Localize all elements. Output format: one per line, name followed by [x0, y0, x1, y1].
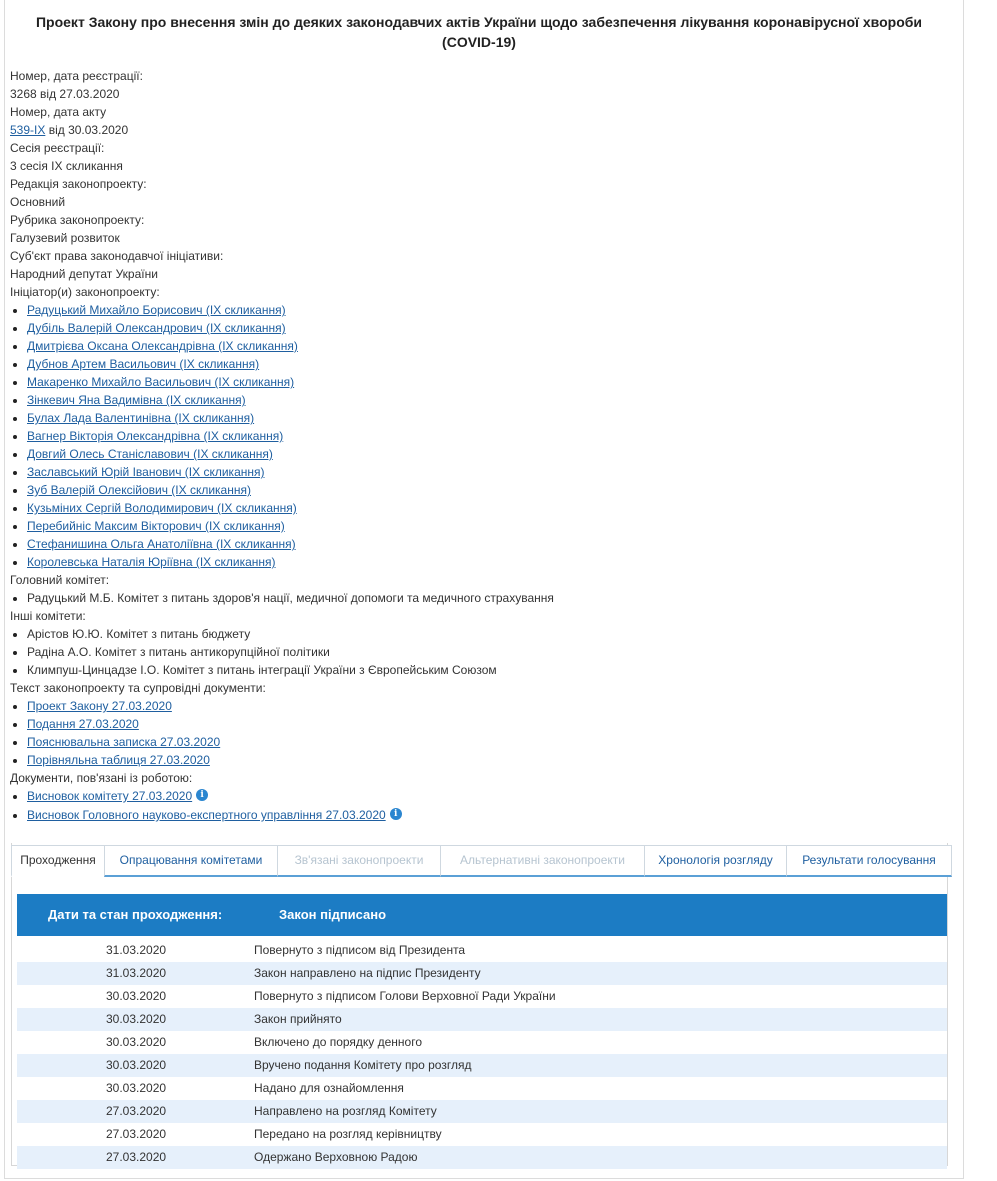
- list-item: Радуцький М.Б. Комітет з питань здоров'я нації, медичної допомоги та медичного страхування: [10, 589, 940, 607]
- list-item: [10, 391, 940, 409]
- registration-value: 3268 від 27.03.2020: [10, 87, 120, 101]
- main-committee-list: [10, 589, 940, 607]
- list-item: Климпуш-Цинцадзе І.О. Комітет з питань інтеграції України з Європейським Союзом: [10, 661, 940, 679]
- list-item: [10, 301, 940, 319]
- row-status: Одержано Верховною Радою: [254, 1150, 418, 1164]
- list-item: [10, 445, 940, 463]
- info-icon[interactable]: i: [196, 789, 208, 801]
- document-link[interactable]: Пояснювальна записка 27.03.2020: [27, 735, 221, 749]
- act-value: [10, 121, 940, 139]
- row-status: Повернуто з підписом від Президента: [254, 943, 466, 957]
- row-date: 30.03.2020: [106, 1012, 167, 1026]
- initiator-link[interactable]: Довгий Олесь Станіславович (IX скликання): [27, 447, 273, 461]
- list-item: [10, 751, 940, 769]
- tab-alternative-bills[interactable]: Альтернативні законопроекти: [440, 845, 645, 877]
- document-link[interactable]: Висновок Головного науково-експертного управління 27.03.2020: [27, 808, 386, 822]
- list-item: [10, 733, 940, 751]
- subject-label: Суб'єкт права законодавчої ініціативи:: [10, 249, 224, 263]
- initiator-link[interactable]: Перебийніс Максим Вікторович (IX скликання): [27, 519, 285, 533]
- session-value: 3 сесія IX скликання: [10, 159, 123, 173]
- list-item: [10, 337, 940, 355]
- related-docs-list: [10, 787, 940, 825]
- table-row: [17, 1031, 947, 1054]
- initiators-list: [10, 301, 940, 571]
- table-row: [17, 1146, 947, 1169]
- table-row: [17, 1123, 947, 1146]
- progress-table: [17, 939, 947, 1169]
- row-status: Передано на розгляд керівництву: [254, 1127, 442, 1141]
- row-status: Закон прийнято: [254, 1012, 342, 1026]
- page-title: Проект Закону про внесення змін до деяких законодавчих актів України щодо забезпечення лікування коронавірусної хвороби (COVID-19): [35, 14, 922, 50]
- tab-bar: [11, 845, 953, 877]
- row-date: 27.03.2020: [106, 1104, 167, 1118]
- list-item: [10, 806, 940, 825]
- main-committee-label: Головний комітет:: [10, 573, 110, 587]
- table-row: [17, 939, 947, 962]
- initiator-link[interactable]: Радуцький Михайло Борисович (IX скликання): [27, 303, 286, 317]
- list-item: [10, 517, 940, 535]
- list-item: [10, 715, 940, 733]
- row-status: Закон направлено на підпис Президенту: [254, 966, 481, 980]
- initiator-link[interactable]: Стефанишина Ольга Анатоліївна (IX скликання): [27, 537, 296, 551]
- initiator-link[interactable]: Дубіль Валерій Олександрович (IX скликання): [27, 321, 286, 335]
- initiator-link[interactable]: Вагнер Вікторія Олександрівна (IX скликання): [27, 429, 284, 443]
- list-item: Радіна А.О. Комітет з питань антикорупційної політики: [10, 643, 940, 661]
- table-row: [17, 985, 947, 1008]
- row-status: Включено до порядку денного: [254, 1035, 423, 1049]
- list-item: [10, 697, 940, 715]
- subject-value: Народний депутат України: [10, 267, 158, 281]
- rubric-value: Галузевий розвиток: [10, 231, 120, 245]
- list-item: [10, 499, 940, 517]
- row-status: Вручено подання Комітету про розгляд: [254, 1058, 472, 1072]
- row-date: 27.03.2020: [106, 1127, 167, 1141]
- tab-progress[interactable]: Проходження: [11, 845, 105, 877]
- other-committees-label: Інші комітети:: [10, 609, 86, 623]
- row-date: 31.03.2020: [106, 966, 167, 980]
- initiators-label: Ініціатор(и) законопроекту:: [10, 285, 160, 299]
- other-committees-list: [10, 625, 940, 679]
- row-status: Направлено на розгляд Комітету: [254, 1104, 437, 1118]
- tab-voting-results[interactable]: Результати голосування: [786, 845, 952, 877]
- act-date: від 30.03.2020: [48, 123, 129, 137]
- list-item: [10, 373, 940, 391]
- edition-value: Основний: [10, 195, 66, 209]
- initiator-link[interactable]: Зуб Валерій Олексійович (IX скликання): [27, 483, 251, 497]
- session-label: Сесія реєстрації:: [10, 141, 105, 155]
- list-item: [10, 535, 940, 553]
- document-link[interactable]: Висновок комітету 27.03.2020: [27, 789, 193, 803]
- table-row: [17, 1008, 947, 1031]
- table-row: [17, 1077, 947, 1100]
- list-item: [10, 409, 940, 427]
- initiator-link[interactable]: Кузьміних Сергій Володимирович (IX скликання): [27, 501, 297, 515]
- list-item: [10, 427, 940, 445]
- row-date: 30.03.2020: [106, 989, 167, 1003]
- list-item: [10, 481, 940, 499]
- list-item: [10, 319, 940, 337]
- row-status: Надано для ознайомлення: [254, 1081, 404, 1095]
- initiator-link[interactable]: Булах Лада Валентинівна (IX скликання): [27, 411, 255, 425]
- tab-related-bills[interactable]: Зв'язані законопроекти: [277, 845, 441, 877]
- table-header: [17, 894, 947, 936]
- row-date: 30.03.2020: [106, 1058, 167, 1072]
- table-row: [17, 962, 947, 985]
- list-item: [10, 463, 940, 481]
- row-date: 30.03.2020: [106, 1081, 167, 1095]
- texts-list: [10, 697, 940, 769]
- initiator-link[interactable]: Заславський Юрій Іванович (IX скликання): [27, 465, 265, 479]
- row-status: Повернуто з підписом Голови Верховної Ради України: [254, 989, 556, 1003]
- initiator-link[interactable]: Королевська Наталія Юріївна (IX скликання): [27, 555, 276, 569]
- edition-label: Редакція законопроекту:: [10, 177, 147, 191]
- table-header-label: Дати та стан проходження:: [48, 907, 223, 922]
- tab-chronology[interactable]: Хронологія розгляду: [644, 845, 787, 877]
- tab-committee-processing[interactable]: Опрацювання комітетами: [104, 845, 278, 877]
- act-number-link[interactable]: 539-IX: [10, 123, 46, 137]
- table-header-status: Закон підписано: [279, 907, 387, 922]
- info-icon[interactable]: i: [390, 808, 402, 820]
- initiator-link[interactable]: Дубнов Артем Васильович (IX скликання): [27, 357, 260, 371]
- table-row: [17, 1100, 947, 1123]
- list-item: [10, 787, 940, 806]
- related-docs-label: Документи, пов'язані із роботою:: [10, 771, 193, 785]
- document-link[interactable]: Проект Закону 27.03.2020: [27, 699, 172, 713]
- initiator-link[interactable]: Дмитрієва Оксана Олександрівна (IX скликання): [27, 339, 298, 353]
- initiator-link[interactable]: Зінкевич Яна Вадимівна (IX скликання): [27, 393, 246, 407]
- row-date: 30.03.2020: [106, 1035, 167, 1049]
- row-date: 27.03.2020: [106, 1150, 167, 1164]
- document-link[interactable]: Порівняльна таблиця 27.03.2020: [27, 753, 210, 767]
- act-label: Номер, дата акту: [10, 105, 107, 119]
- rubric-label: Рубрика законопроекту:: [10, 213, 145, 227]
- list-item: Арістов Ю.Ю. Комітет з питань бюджету: [10, 625, 940, 643]
- bill-info: [10, 67, 940, 825]
- registration-label: Номер, дата реєстрації:: [10, 69, 143, 83]
- texts-label: Текст законопроекту та супровідні документи:: [10, 681, 266, 695]
- list-item: [10, 553, 940, 571]
- initiator-link[interactable]: Макаренко Михайло Васильович (IX скликання): [27, 375, 295, 389]
- list-item: [10, 355, 940, 373]
- document-link[interactable]: Подання 27.03.2020: [27, 717, 139, 731]
- table-row: [17, 1054, 947, 1077]
- row-date: 31.03.2020: [106, 943, 167, 957]
